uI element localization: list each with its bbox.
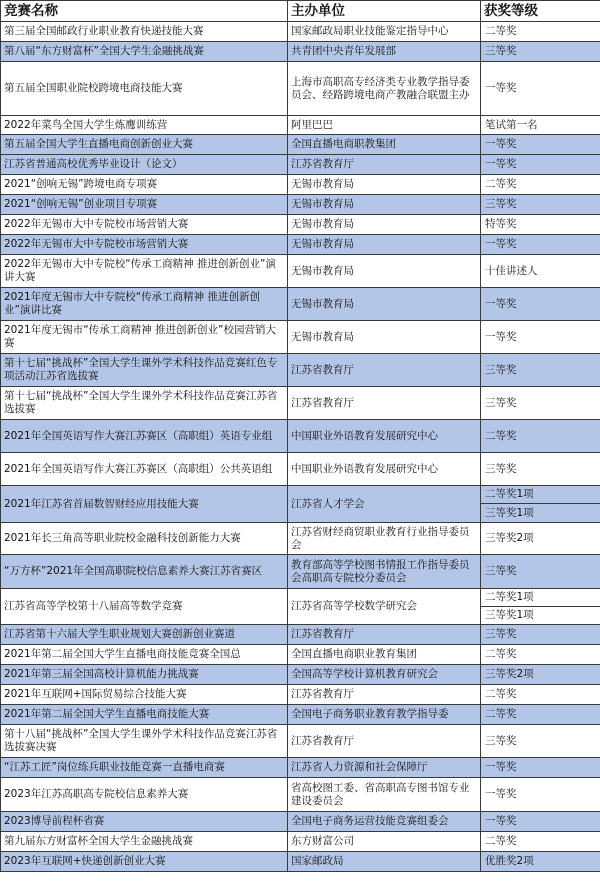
competition-name-cell: 2021“创响无锡”创业项目专项赛 bbox=[1, 195, 288, 215]
competition-name-cell: 第八届“东方财富杯”全国大学生金融挑战赛 bbox=[1, 42, 288, 62]
table-row bbox=[1, 420, 600, 453]
competition-name-cell: 2023年江苏高职高专院校信息素养大赛 bbox=[1, 778, 288, 812]
table-row bbox=[1, 665, 600, 685]
table-row bbox=[1, 354, 600, 387]
competition-name-cell: 2021年全国英语写作大赛江苏赛区（高职组）英语专业组 bbox=[1, 420, 288, 453]
organizer-cell: 全国直播电商职教集团 bbox=[288, 135, 481, 155]
award-level-cell: 三等奖 bbox=[481, 725, 600, 758]
organizer-cell: 无锡市教育局 bbox=[288, 321, 481, 354]
competition-name-cell: 2022年无锡市大中专院校市场营销大赛 bbox=[1, 215, 288, 235]
award-level-cell: 三等奖 bbox=[481, 453, 600, 486]
award-level-cell: 一等奖 bbox=[481, 155, 600, 175]
table-row bbox=[1, 215, 600, 235]
table-body bbox=[1, 22, 600, 872]
organizer-cell: 江苏省人力资源和社会保障厅 bbox=[288, 758, 481, 778]
organizer-cell: 江苏省高等学校数学研究会 bbox=[288, 589, 481, 625]
table-row bbox=[1, 135, 600, 155]
award-level-cell: 三等奖1项 bbox=[481, 607, 600, 625]
table-row bbox=[1, 645, 600, 665]
table-row bbox=[1, 62, 600, 116]
header-competition-name: 竞赛名称 bbox=[1, 1, 288, 22]
award-level-cell: 二等奖 bbox=[481, 22, 600, 42]
competition-name-cell: 第三届全国邮政行业职业教育快递技能大赛 bbox=[1, 22, 288, 42]
award-level-cell: 二等奖 bbox=[481, 832, 600, 852]
table-row bbox=[1, 486, 600, 504]
award-level-cell: 三等奖2项 bbox=[481, 523, 600, 555]
competition-name-cell: 2021年长三角高等职业院校金融科技创新能力大赛 bbox=[1, 523, 288, 555]
competition-name-cell: 2021年江苏省首届数智财经应用技能大赛 bbox=[1, 486, 288, 523]
table-row bbox=[1, 725, 600, 758]
organizer-cell: 江苏省教育厅 bbox=[288, 725, 481, 758]
award-level-cell: 特等奖 bbox=[481, 215, 600, 235]
header-row bbox=[1, 1, 600, 22]
award-level-cell: 一等奖 bbox=[481, 758, 600, 778]
competition-name-cell: 2021年第三届全国高校计算机能力挑战赛 bbox=[1, 665, 288, 685]
competition-name-cell: 2021“创响无锡”跨境电商专项赛 bbox=[1, 175, 288, 195]
table-row bbox=[1, 453, 600, 486]
table-row bbox=[1, 555, 600, 589]
award-level-cell: 一等奖 bbox=[481, 135, 600, 155]
table-row bbox=[1, 22, 600, 42]
organizer-cell: 无锡市教育局 bbox=[288, 215, 481, 235]
header-organizer: 主办单位 bbox=[288, 1, 481, 22]
award-level-cell: 一等奖 bbox=[481, 62, 600, 116]
award-level-cell: 三等奖 bbox=[481, 354, 600, 387]
competition-name-cell: 2022年菜鸟全国大学生炼鹰训练营 bbox=[1, 116, 288, 135]
organizer-cell: 东方财富公司 bbox=[288, 832, 481, 852]
table-row bbox=[1, 852, 600, 872]
table-row bbox=[1, 778, 600, 812]
award-level-cell: 二等奖 bbox=[481, 685, 600, 705]
award-level-cell: 二等奖 bbox=[481, 175, 600, 195]
table-row bbox=[1, 321, 600, 354]
table-row bbox=[1, 625, 600, 645]
award-level-cell: 一等奖 bbox=[481, 812, 600, 832]
award-level-cell: 优胜奖2项 bbox=[481, 852, 600, 872]
competition-name-cell: 2022年无锡市大中专院校市场营销大赛 bbox=[1, 235, 288, 255]
organizer-cell: 全国高等学校计算机教育研究会 bbox=[288, 665, 481, 685]
competition-name-cell: 第五届全国大学生直播电商创新创业大赛 bbox=[1, 135, 288, 155]
organizer-cell: 江苏省人才学会 bbox=[288, 486, 481, 523]
award-level-cell: 二等奖 bbox=[481, 645, 600, 665]
award-level-cell: 三等奖 bbox=[481, 625, 600, 645]
award-level-cell: 三等奖 bbox=[481, 42, 600, 62]
organizer-cell: 全国电子商务职业教育教学指导委 bbox=[288, 705, 481, 725]
competition-name-cell: 第十八届“挑战杯”全国大学生课外学术科技作品竞赛江苏省选拔赛决赛 bbox=[1, 725, 288, 758]
competition-name-cell: 江苏省第十六届大学生职业规划大赛创新创业赛道 bbox=[1, 625, 288, 645]
organizer-cell: 国家邮政局职业技能鉴定指导中心 bbox=[288, 22, 481, 42]
competition-name-cell: 2021年第二届全国大学生直播电商技能大赛 bbox=[1, 705, 288, 725]
organizer-cell: 江苏省财经商贸职业教育行业指导委员会 bbox=[288, 523, 481, 555]
table-row bbox=[1, 589, 600, 607]
table-row bbox=[1, 387, 600, 420]
competition-name-cell: 2023博导前程杯省赛 bbox=[1, 812, 288, 832]
organizer-cell: 江苏省教育厅 bbox=[288, 625, 481, 645]
award-level-cell: 一等奖 bbox=[481, 778, 600, 812]
organizer-cell: 无锡市教育局 bbox=[288, 255, 481, 288]
organizer-cell: 省高校图工委、省高职高专图书馆专业建设委员会 bbox=[288, 778, 481, 812]
competition-name-cell: 江苏省高等学校第十八届高等数学竞赛 bbox=[1, 589, 288, 625]
award-level-cell: 十佳讲述人 bbox=[481, 255, 600, 288]
award-level-cell: 三等奖 bbox=[481, 555, 600, 589]
table-row bbox=[1, 758, 600, 778]
competition-name-cell: 第五届全国职业院校跨境电商技能大赛 bbox=[1, 62, 288, 116]
organizer-cell: 阿里巴巴 bbox=[288, 116, 481, 135]
competition-name-cell: 2023年互联网+快递创新创业大赛 bbox=[1, 852, 288, 872]
table-row bbox=[1, 812, 600, 832]
award-level-cell: 三等奖 bbox=[481, 195, 600, 215]
competition-name-cell: 2022年无锡市大中专院校“传承工商精神 推进创新创业”演讲大赛 bbox=[1, 255, 288, 288]
competition-name-cell: 第十七届“挑战杯”全国大学生课外学术科技作品竞赛红色专项活动江苏省选拔赛 bbox=[1, 354, 288, 387]
award-level-cell: 二等奖 bbox=[481, 420, 600, 453]
competition-name-cell: 2021年互联网+国际贸易综合技能大赛 bbox=[1, 685, 288, 705]
award-level-cell: 二等奖 bbox=[481, 705, 600, 725]
organizer-cell: 无锡市教育局 bbox=[288, 175, 481, 195]
table-row bbox=[1, 255, 600, 288]
table-row bbox=[1, 195, 600, 215]
organizer-cell: 江苏省教育厅 bbox=[288, 387, 481, 420]
organizer-cell: 无锡市教育局 bbox=[288, 195, 481, 215]
competition-name-cell: 2021年第二届全国大学生直播电商技能竞赛全国总 bbox=[1, 645, 288, 665]
award-level-cell: 一等奖 bbox=[481, 321, 600, 354]
table-row bbox=[1, 705, 600, 725]
award-level-cell: 一等奖 bbox=[481, 288, 600, 321]
table-row bbox=[1, 116, 600, 135]
competition-name-cell: 2021年全国英语写作大赛江苏赛区（高职组）公共英语组 bbox=[1, 453, 288, 486]
award-level-cell: 二等奖1项 bbox=[481, 589, 600, 607]
competition-name-cell: “万方杯”2021年全国高职院校信息素养大赛江苏省赛区 bbox=[1, 555, 288, 589]
organizer-cell: 无锡市教育局 bbox=[288, 288, 481, 321]
award-level-cell: 三等奖1项 bbox=[481, 504, 600, 523]
award-level-cell: 三等奖 bbox=[481, 387, 600, 420]
organizer-cell: 江苏省教育厅 bbox=[288, 155, 481, 175]
award-level-cell: 二等奖1项 bbox=[481, 486, 600, 504]
table-row bbox=[1, 523, 600, 555]
competition-name-cell: 第十七届“挑战杯”全国大学生课外学术科技作品竞赛江苏省选拔赛 bbox=[1, 387, 288, 420]
table-row bbox=[1, 832, 600, 852]
organizer-cell: 中国职业外语教育发展研究中心 bbox=[288, 420, 481, 453]
organizer-cell: 共青团中央青年发展部 bbox=[288, 42, 481, 62]
competition-name-cell: 江苏省普通高校优秀毕业设计（论文） bbox=[1, 155, 288, 175]
organizer-cell: 全国直播电商职业教育集团 bbox=[288, 645, 481, 665]
organizer-cell: 无锡市教育局 bbox=[288, 235, 481, 255]
competition-name-cell: 2021年度无锡市“传承工商精神 推进创新创业”校园营销大赛 bbox=[1, 321, 288, 354]
table-row bbox=[1, 155, 600, 175]
organizer-cell: 中国职业外语教育发展研究中心 bbox=[288, 453, 481, 486]
award-level-cell: 三等奖2项 bbox=[481, 665, 600, 685]
organizer-cell: 上海市高职高专经济类专业教学指导委员会、经路跨境电商产教融合联盟主办 bbox=[288, 62, 481, 116]
table-row bbox=[1, 175, 600, 195]
organizer-cell: 江苏省教育厅 bbox=[288, 685, 481, 705]
table-row bbox=[1, 288, 600, 321]
header-award-level: 获奖等级 bbox=[481, 1, 600, 22]
table-row bbox=[1, 42, 600, 62]
organizer-cell: 江苏省教育厅 bbox=[288, 354, 481, 387]
organizer-cell: 国家邮政局 bbox=[288, 852, 481, 872]
award-level-cell: 笔试第一名 bbox=[481, 116, 600, 135]
organizer-cell: 教育部高等学校图书情报工作指导委员会高职高专院校分委员会 bbox=[288, 555, 481, 589]
competition-name-cell: 第九届东方财富杯全国大学生金融挑战赛 bbox=[1, 832, 288, 852]
organizer-cell: 全国电子商务运营技能竞赛组委会 bbox=[288, 812, 481, 832]
award-level-cell: 一等奖 bbox=[481, 235, 600, 255]
table-row bbox=[1, 685, 600, 705]
table-row bbox=[1, 235, 600, 255]
competition-name-cell: “江苏工匠”岗位练兵职业技能竞赛一直播电商赛 bbox=[1, 758, 288, 778]
competition-name-cell: 2021年度无锡市大中专院校“传承工商精神 推进创新创业”演讲比赛 bbox=[1, 288, 288, 321]
